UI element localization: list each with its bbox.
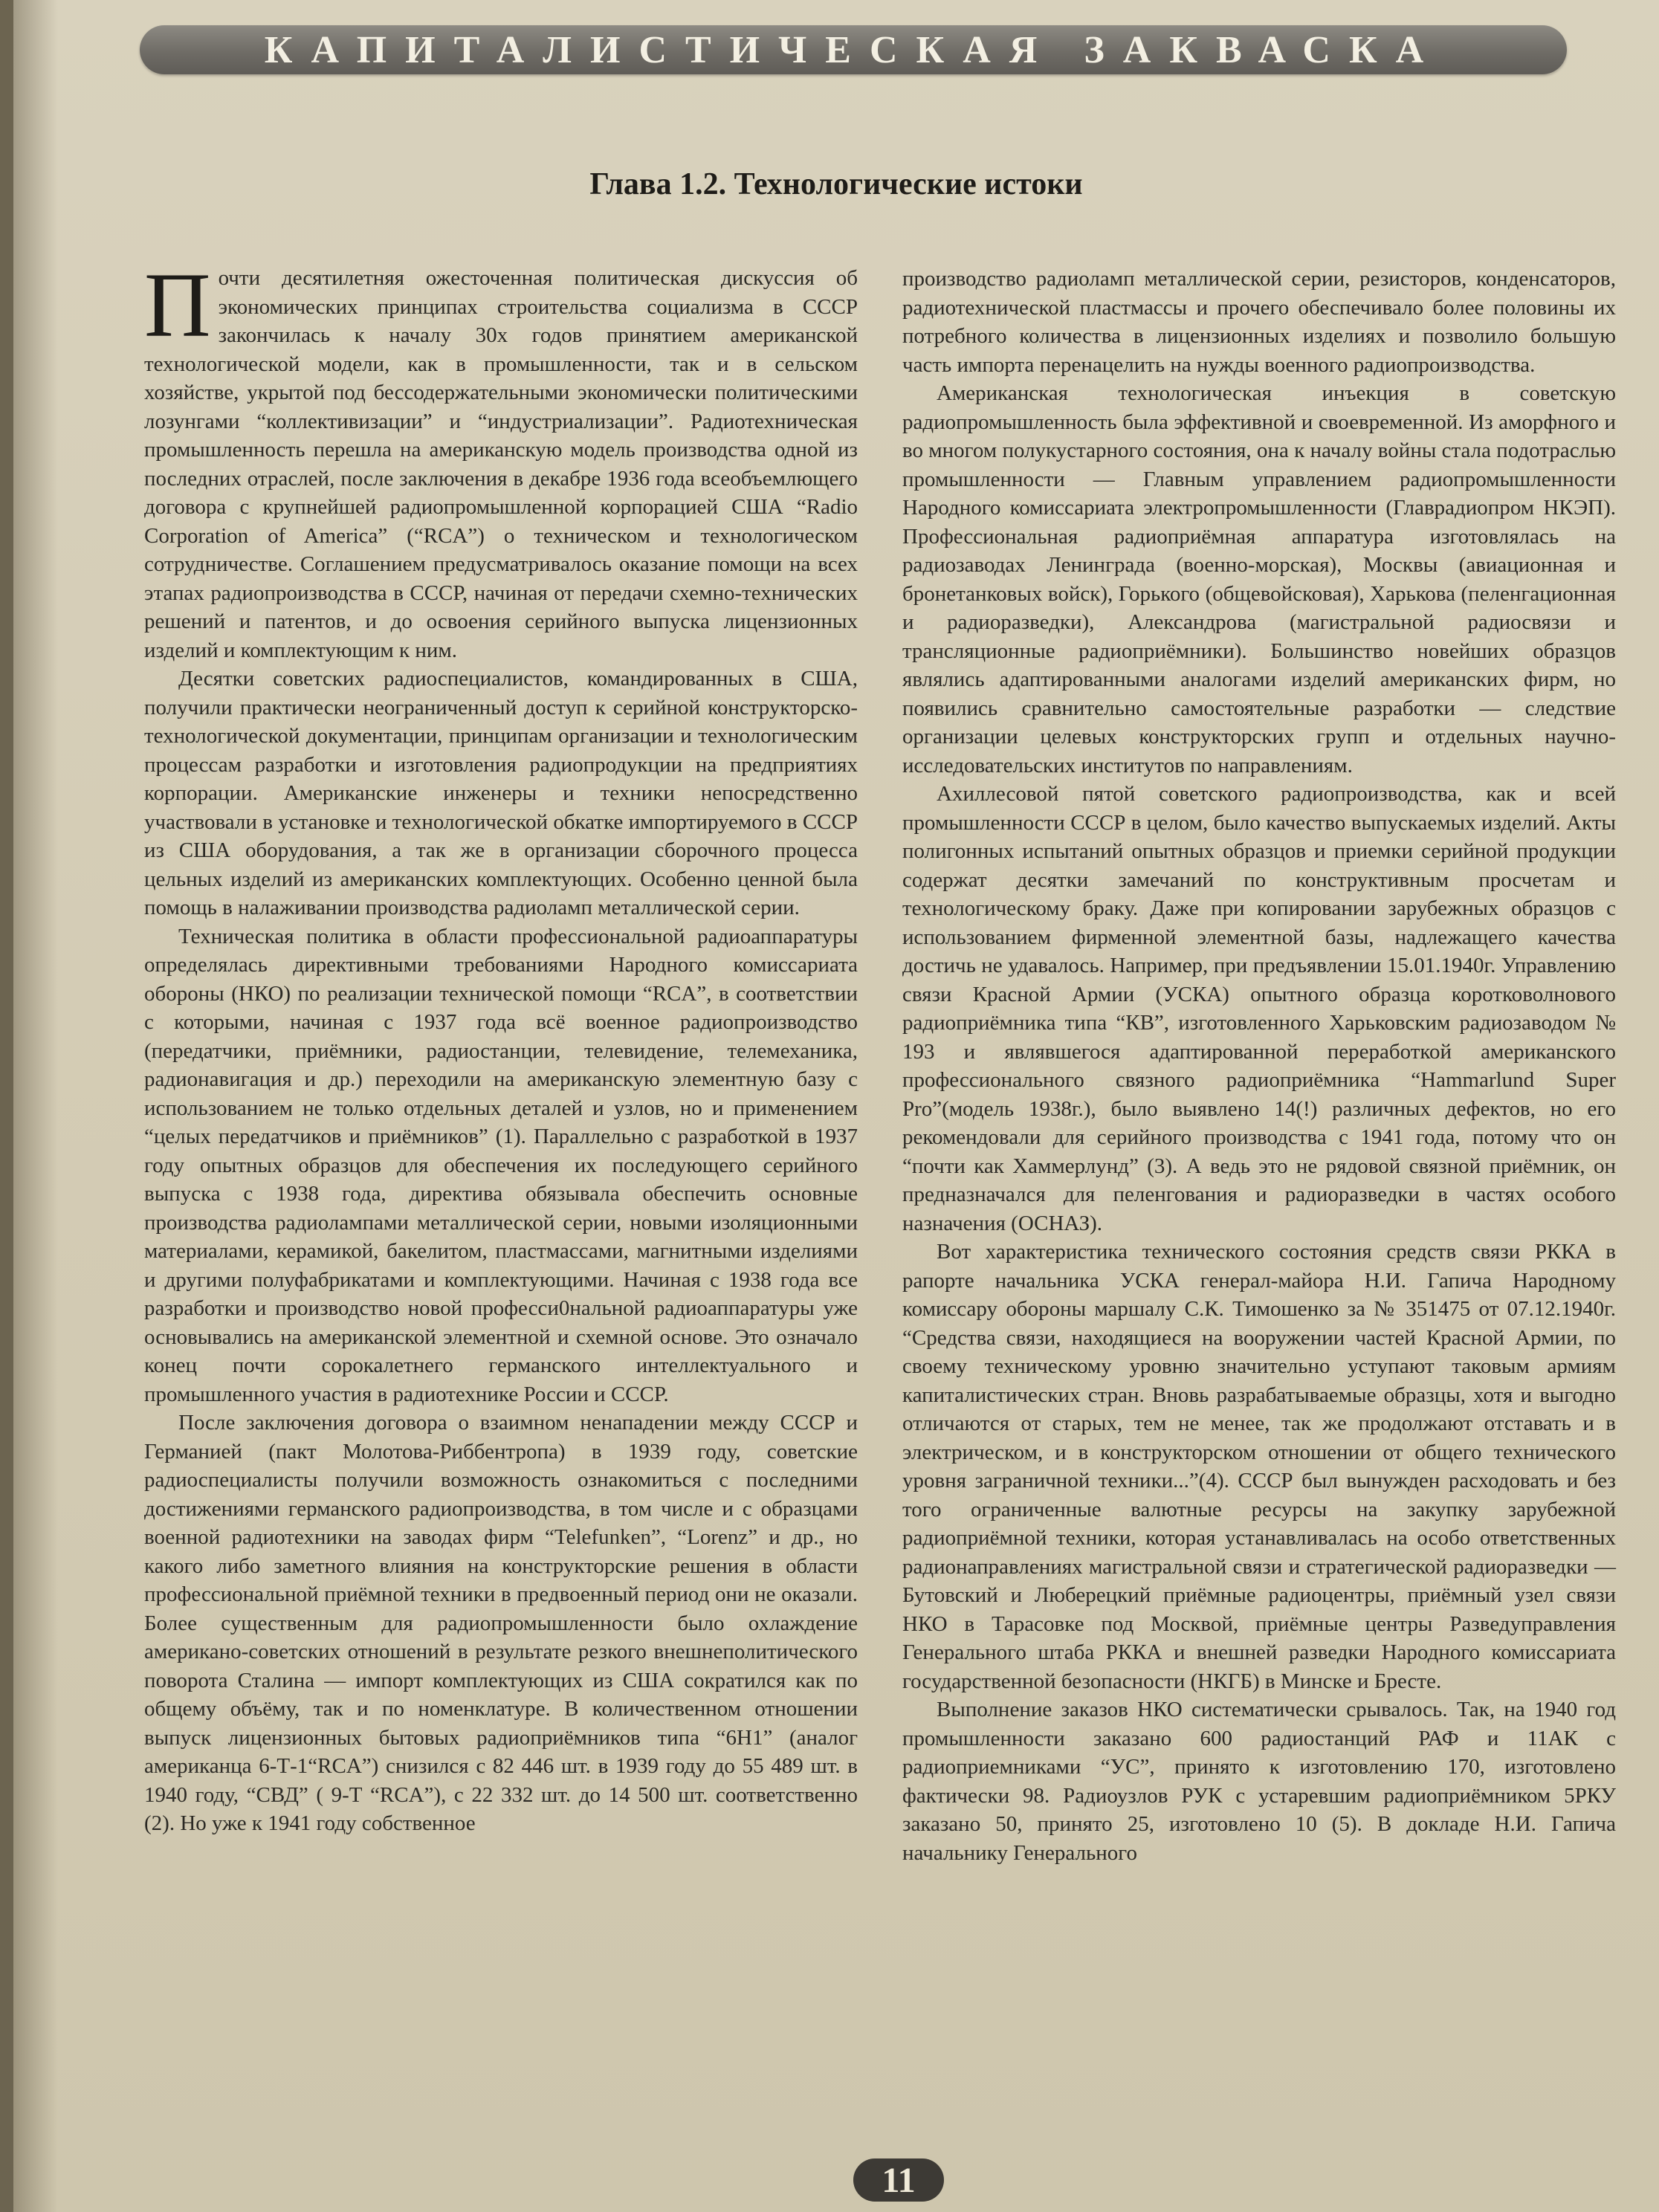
- page-number: 11: [853, 2158, 944, 2202]
- paragraph-text: очти десятилетняя ожесточенная политическая дискуссия об экономических принципах строительства социализма в СССР закончилась к началу 30х годов принятием американской технологической модели, как в промышленности, так и в сельском хозяйстве, укрытой под бессодержательными экономически политическими лозунгами “коллективизации” и “индустриализации”. Радиотехническая промышленность перешла на американскую модель производства одной из последних отраслей, после заключения в декабре 1936 года всеобъемлющего договора с крупнейшей радиопромышленной корпорацией США “Radio Corporation of America” (“RCA”) о техническом и технологическом сотрудничестве. Соглашением предусматривалось оказание помощи на всех этапах радиопроизводства в СССР, начиная от передачи схемно-технических решений и патентов, и до освоения серийного выпуска лицензионных изделий и комплектующим к ним.: [144, 266, 858, 662]
- running-header-title: КАПИТАЛИСТИЧЕСКАЯ ЗАКВАСКА: [264, 28, 1443, 71]
- paragraph: Выполнение заказов НКО систематически срывалось. Так, на 1940 год промышленности заказано 600 радиостанций РАФ и 11АК с радиоприемниками “УС”, принято к изготовлению 170, изготовлено фактически 98. Радиоузлов РУК с устаревшим радиоприёмником 5РКУ заказано 50, принято 25, изготовлено 10 (5). В докладе Н.И. Гапича начальнику Генерального: [902, 1698, 1616, 1865]
- paragraph: Американская технологическая инъекция в советскую радиопромышленность была эффективной и своевременной. Из аморфного и во многом полукустарного состояния, она к началу войны стала подотраслью промышленности — Главным управлением радиопромышленности Народного комиссариата электропромышленности (Главрадиопром НКЭП). Профессиональная радиоприёмная аппаратура изготовлялась на радиозаводах Ленинграда (военно-морская), Москвы (авиационная и бронетанковых войск), Горького (общевойсковая), Харькова (пеленгационная и радиоразведки), Александрова (магистральной радиосвязи и трансляционные радиоприёмники). Большинство новейших образцов являлись адаптированными аналогами изделий американских фирм, но появились сравнительно самостоятельные разработки — следствие организации целевых конструкторских групп и отдельных научно-исследовательских институтов по направлениям.: [902, 381, 1616, 777]
- left-column: [144, 254, 858, 1838]
- paragraph: Техническая политика в области профессиональной радиоаппаратуры определялась директивными требованиями Народного комиссариата обороны (НКО) по реализации технической помощи “RCA”, в соответствии с которыми, начиная с 1937 года всё военное радиопроизводство (передатчики, приёмники, радиостанции, телевидение, телемеханика, радионавигация и др.) переходили на американскую элементную базу с использованием не только отдельных деталей и узлов, но и применением “целых передатчиков и приёмников” (1). Параллельно с разработкой в 1937 году опытных образцов для обеспечения их последующего серийного выпуска с 1938 года, директива обязывала обеспечить основные производства радиолампами металлической серии, новыми изоляционными материалами, керамикой, бакелитом, пластмассами, магнитными изделиями и другими полуфабрикатами и комплектующими. Начиная с 1938 года все разработки и производство новой професси0нальной радиоаппаратуры уже основывались на американской элементной и схемной основе. Это означало конец почти сорокалетнего германского интеллектуального и промышленного участия в радиотехнике России и СССР.: [144, 924, 858, 1406]
- paragraph: Ахиллесовой пятой советского радиопроизводства, как и всей промышленности СССР в целом, было качество выпускаемых изделий. Акты полигонных испытаний опытных образцов и приемки серийной продукции содержат десятки замечаний по конструктивным просчетам и технологическому браку. Даже при копировании зарубежных образцов с использованием фирменной элементной базы, надлежащего качества достичь не удавалось. Например, при предъявлении 15.01.1940г. Управлению связи Красной Армии (УСКА) опытного образца коротковолнового радиоприёмника типа “КВ”, изготовленного Харьковским радиозаводом № 193 и являвшегося адаптированной переработкой американского профессионального связного радиоприёмника “Hammarlund Super Pro”(модель 1938г.), было выявлено 14(!) различных дефектов, но его рекомендовали для серийного производства с 1941 года, потому что он “почти как Хаммерлунд” (3). А ведь это не рядовой связной приёмник, он предназначался для пеленгования и радиоразведки в частях особого назначения (ОСНАЗ).: [902, 782, 1616, 1235]
- book-page: [13, 0, 1659, 2212]
- right-column: [902, 265, 1616, 1867]
- drop-cap: П: [144, 254, 211, 356]
- running-header-band: [140, 25, 1567, 74]
- paragraph: производство радиоламп металлической серии, резисторов, конденсаторов, радиотехнической пластмассы и прочего обеспечивало более половины их потребного количества в лицензионных изделиях и позволило большую часть импорта перенацелить на нужды военного радиопроизводства.: [902, 267, 1616, 377]
- paragraph: Вот характеристика технического состояния средств связи РККА в рапорте начальника УСКА генерал-майора Н.И. Гапича Народному комиссару обороны маршалу С.К. Тимошенко за № 351475 от 07.12.1940г. “Средства связи, находящиеся на вооружении частей Красной Армии, по своему техническому уровню значительно уступают таковым армиям капиталистических стран. Вновь разрабатываемые образцы, хотя и выгодно отличаются от старых, тем не менее, так же продолжают отставать и в электрическом, и в конструкторском отношении от общего технического уровня заграничной техники...”(4). СССР был вынужден расходовать и без того ограниченные валютные ресурсы на закупку зарубежной радиоприёмной техники, которая устанавливалась на особо ответственных радионаправлениях магистральной связи и стратегической радиоразведки — Бутовский и Люберецкий приёмные радиоцентры, приёмный узел связи НКО в Тарасовке под Москвой, приёмные центры Разведуправления Генерального штаба РККА и внешней разведки Народного комиссариата государственной безопасности (НКГБ) в Минске и Бресте.: [902, 1240, 1616, 1693]
- chapter-title: Глава 1.2. Технологические истоки: [589, 167, 1083, 201]
- paragraph: [144, 254, 858, 664]
- paragraph: Десятки советских радиоспециалистов, командированных в США, получили практически неограниченный доступ к серийной конструкторско-технологической документации, принципам организации и технологическим процессам разработки и изготовления радиопродукции на предприятиях корпорации. Американские инженеры и техники непосредственно участвовали в установке и технологической обкатке импортируемого в СССР из США оборудования, а так же в организации сборочного процесса цельных изделий из американских комплектующих. Особенно ценной была помощь в налаживании производства радиоламп металлической серии.: [144, 667, 858, 919]
- binding-shadow: [13, 0, 58, 2212]
- paragraph: После заключения договора о взаимном ненападении между СССР и Германией (пакт Молотова-Риббентропа) в 1939 году, советские радиоспециалисты получили возможность ознакомиться с последними достижениями германского радиопроизводства, в том числе и с образцами военной радиотехники на заводах фирм “Telefunken”, “Lorenz” и др., но какого либо заметного влияния на конструкторские решения в области профессиональной приёмной техники в предвоенный период они не оказали. Более существенным для радиопромышленности было охлаждение американо-советских отношений в результате резкого внешнеполитического поворота Сталина — импорт комплектующих из США сократился как по общему объёму, так и по номенклатуре. В количественном отношении выпуск лицензионных бытовых радиоприёмников типа “6Н1” (аналог американца 6-Т-1“RCA”) снизился с 82 446 шт. в 1939 году до 55 489 шт. в 1940 году, “СВД” ( 9-Т “RCA”), с 22 332 шт. до 14 500 шт. соответственно (2). Но уже к 1941 году собственное: [144, 1411, 858, 1835]
